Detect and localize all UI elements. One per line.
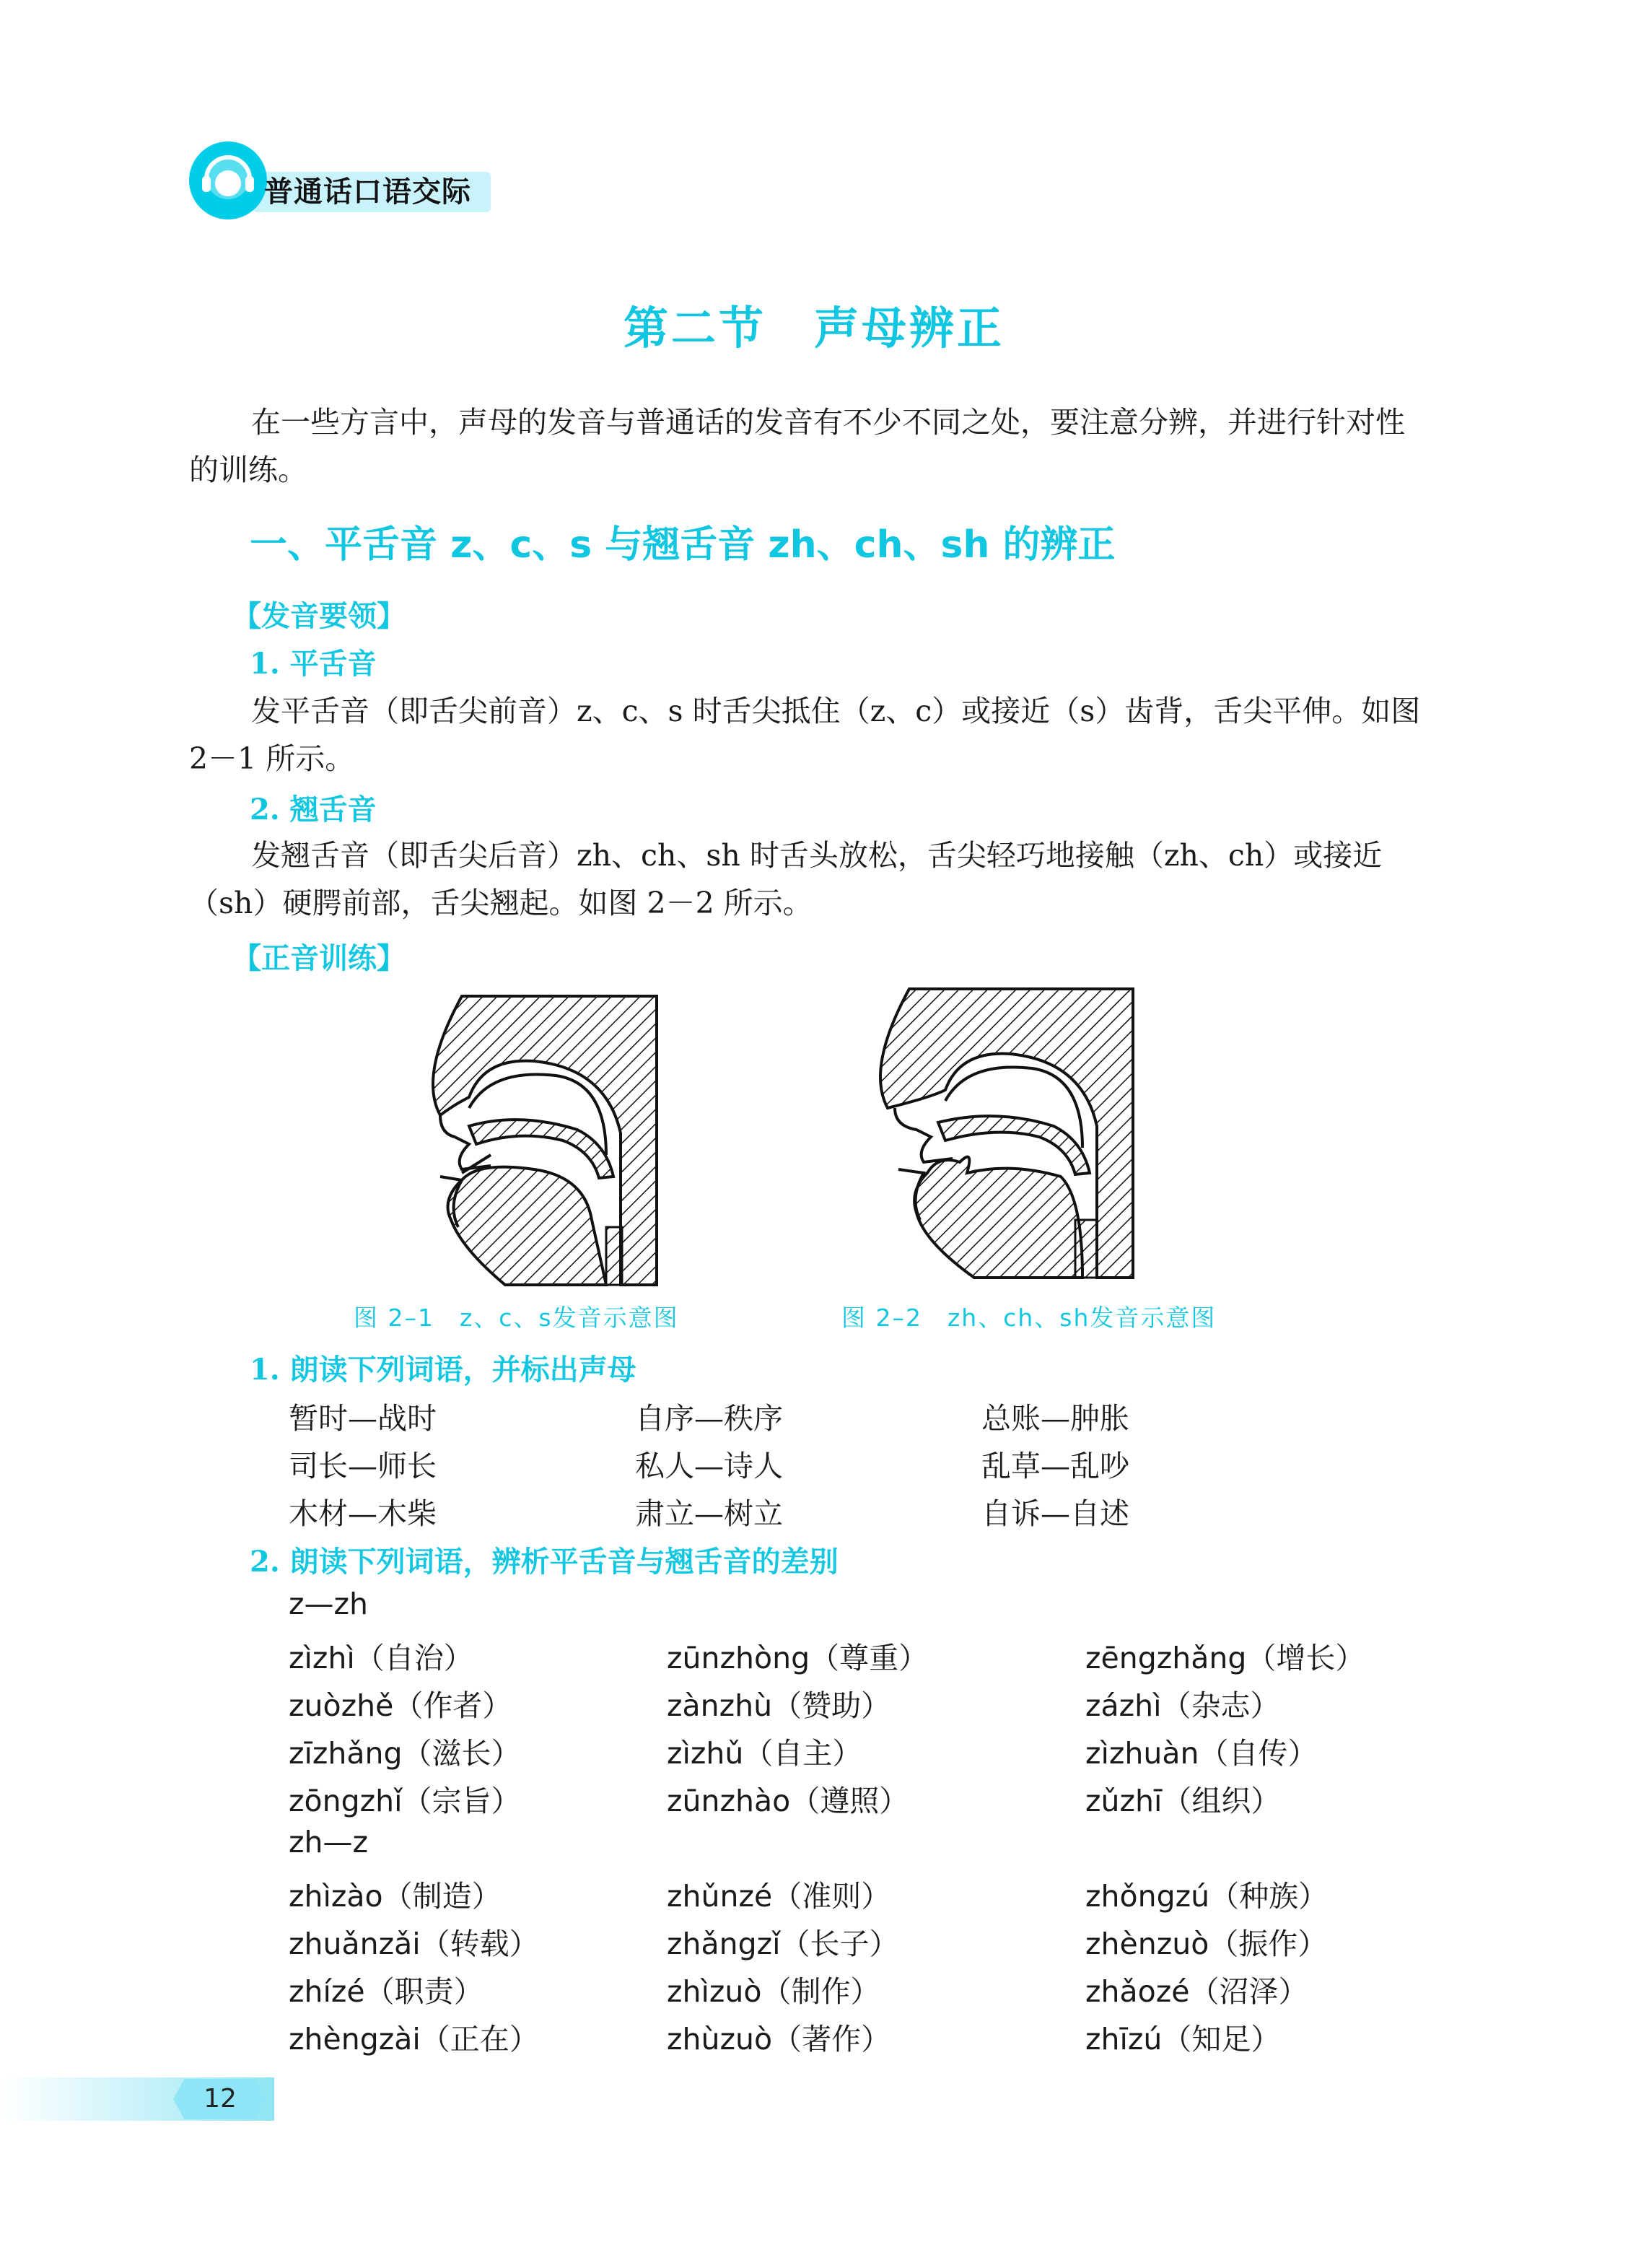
list-item: zìzhǔ（自主） xyxy=(667,1736,862,1771)
list-item: zhǎngzǐ（长子） xyxy=(667,1927,899,1961)
item1-paragraph xyxy=(189,687,1423,782)
list-item: zīzhǎng（滋长） xyxy=(289,1736,521,1771)
list-item: zhǔnzé（准则） xyxy=(667,1879,891,1914)
figure-2-2-diagram xyxy=(866,982,1147,1285)
list-item: zǔzhī（组织） xyxy=(1085,1784,1281,1818)
list-item: 私人—诗人 xyxy=(635,1449,783,1483)
list-item: zōngzhǐ（宗旨） xyxy=(289,1784,521,1818)
headset-logo-icon xyxy=(189,141,267,219)
list-item: 乱草—乱吵 xyxy=(981,1449,1129,1483)
list-item: zànzhù（赞助） xyxy=(667,1688,891,1723)
exercise1-title: 1. 朗读下列词语，并标出声母 xyxy=(250,1353,636,1387)
list-item: zhǎozé（沼泽） xyxy=(1085,1974,1308,2009)
list-item: zuòzhě（作者） xyxy=(289,1688,512,1723)
list-item: zìzhì（自治） xyxy=(289,1641,473,1675)
list-item: 司长—师长 xyxy=(289,1449,437,1483)
page-number: 12 xyxy=(204,2084,237,2114)
book-title: 普通话口语交际 xyxy=(264,175,471,209)
list-item: zhīzú（知足） xyxy=(1085,2022,1281,2057)
tag-pronunciation: 【发音要领】 xyxy=(232,600,406,633)
figure-2-2-caption: 图 2–2 zh、ch、sh发音示意图 xyxy=(841,1304,1217,1332)
intro-paragraph xyxy=(189,398,1423,494)
list-item: zūnzhào（遵照） xyxy=(667,1784,909,1818)
list-item: zhízé（职责） xyxy=(289,1974,483,2009)
list-item: zēngzhǎng（增长） xyxy=(1085,1641,1365,1675)
list-item: zhìzuò（制作） xyxy=(667,1974,880,2009)
tag-training: 【正音训练】 xyxy=(232,942,406,975)
list-item: zhèngzài（正在） xyxy=(289,2022,539,2057)
list-item: zázhì（杂志） xyxy=(1085,1688,1280,1723)
figure-2-1-caption: 图 2–1 z、c、s发音示意图 xyxy=(354,1304,679,1332)
group1-label: z—zh xyxy=(289,1587,369,1621)
item1-text: 发平舌音（即舌尖前音）z、c、s 时舌尖抵住（z、c）或接近（s）齿背，舌尖平伸。如图 2－1 所示。 xyxy=(189,694,1421,776)
list-item: 自诉—自述 xyxy=(981,1496,1129,1531)
list-item: 暂时—战时 xyxy=(289,1401,437,1436)
list-item: 木材—木柴 xyxy=(289,1496,437,1531)
list-item: zhènzuò（振作） xyxy=(1085,1927,1328,1961)
list-item: 自序—秩序 xyxy=(635,1401,783,1436)
heading-flat-vs-retroflex: 一、平舌音 z、c、s 与翘舌音 zh、ch、sh 的辨正 xyxy=(250,523,1116,567)
item1-title: 1. 平舌音 xyxy=(250,647,377,681)
list-item: zhuǎnzǎi（转载） xyxy=(289,1927,539,1961)
list-item: zhǒngzú（种族） xyxy=(1085,1879,1329,1914)
item2-title: 2. 翘舌音 xyxy=(250,793,377,826)
list-item: 肃立—树立 xyxy=(635,1496,783,1531)
item2-text: 发翘舌音（即舌尖后音）zh、ch、sh 时舌头放松，舌尖轻巧地接触（zh、ch）或接近（sh）硬腭前部，舌尖翘起。如图 2－2 所示。 xyxy=(189,838,1383,920)
list-item: zhìzào（制造） xyxy=(289,1879,502,1914)
list-item: zìzhuàn（自传） xyxy=(1085,1736,1318,1771)
group2-label: zh—z xyxy=(289,1825,369,1859)
list-item: zūnzhòng（尊重） xyxy=(667,1641,929,1675)
intro-text: 在一些方言中，声母的发音与普通话的发音有不少不同之处，要注意分辨，并进行针对性的训练。 xyxy=(189,405,1405,487)
item2-paragraph xyxy=(189,832,1423,927)
list-item: zhùzuò（著作） xyxy=(667,2022,891,2057)
exercise2-title: 2. 朗读下列词语，辨析平舌音与翘舌音的差别 xyxy=(250,1545,839,1579)
figure-2-1-diagram xyxy=(390,989,671,1292)
list-item: 总账—肿胀 xyxy=(981,1401,1129,1436)
section-title: 第二节 声母辨正 xyxy=(623,302,1005,354)
